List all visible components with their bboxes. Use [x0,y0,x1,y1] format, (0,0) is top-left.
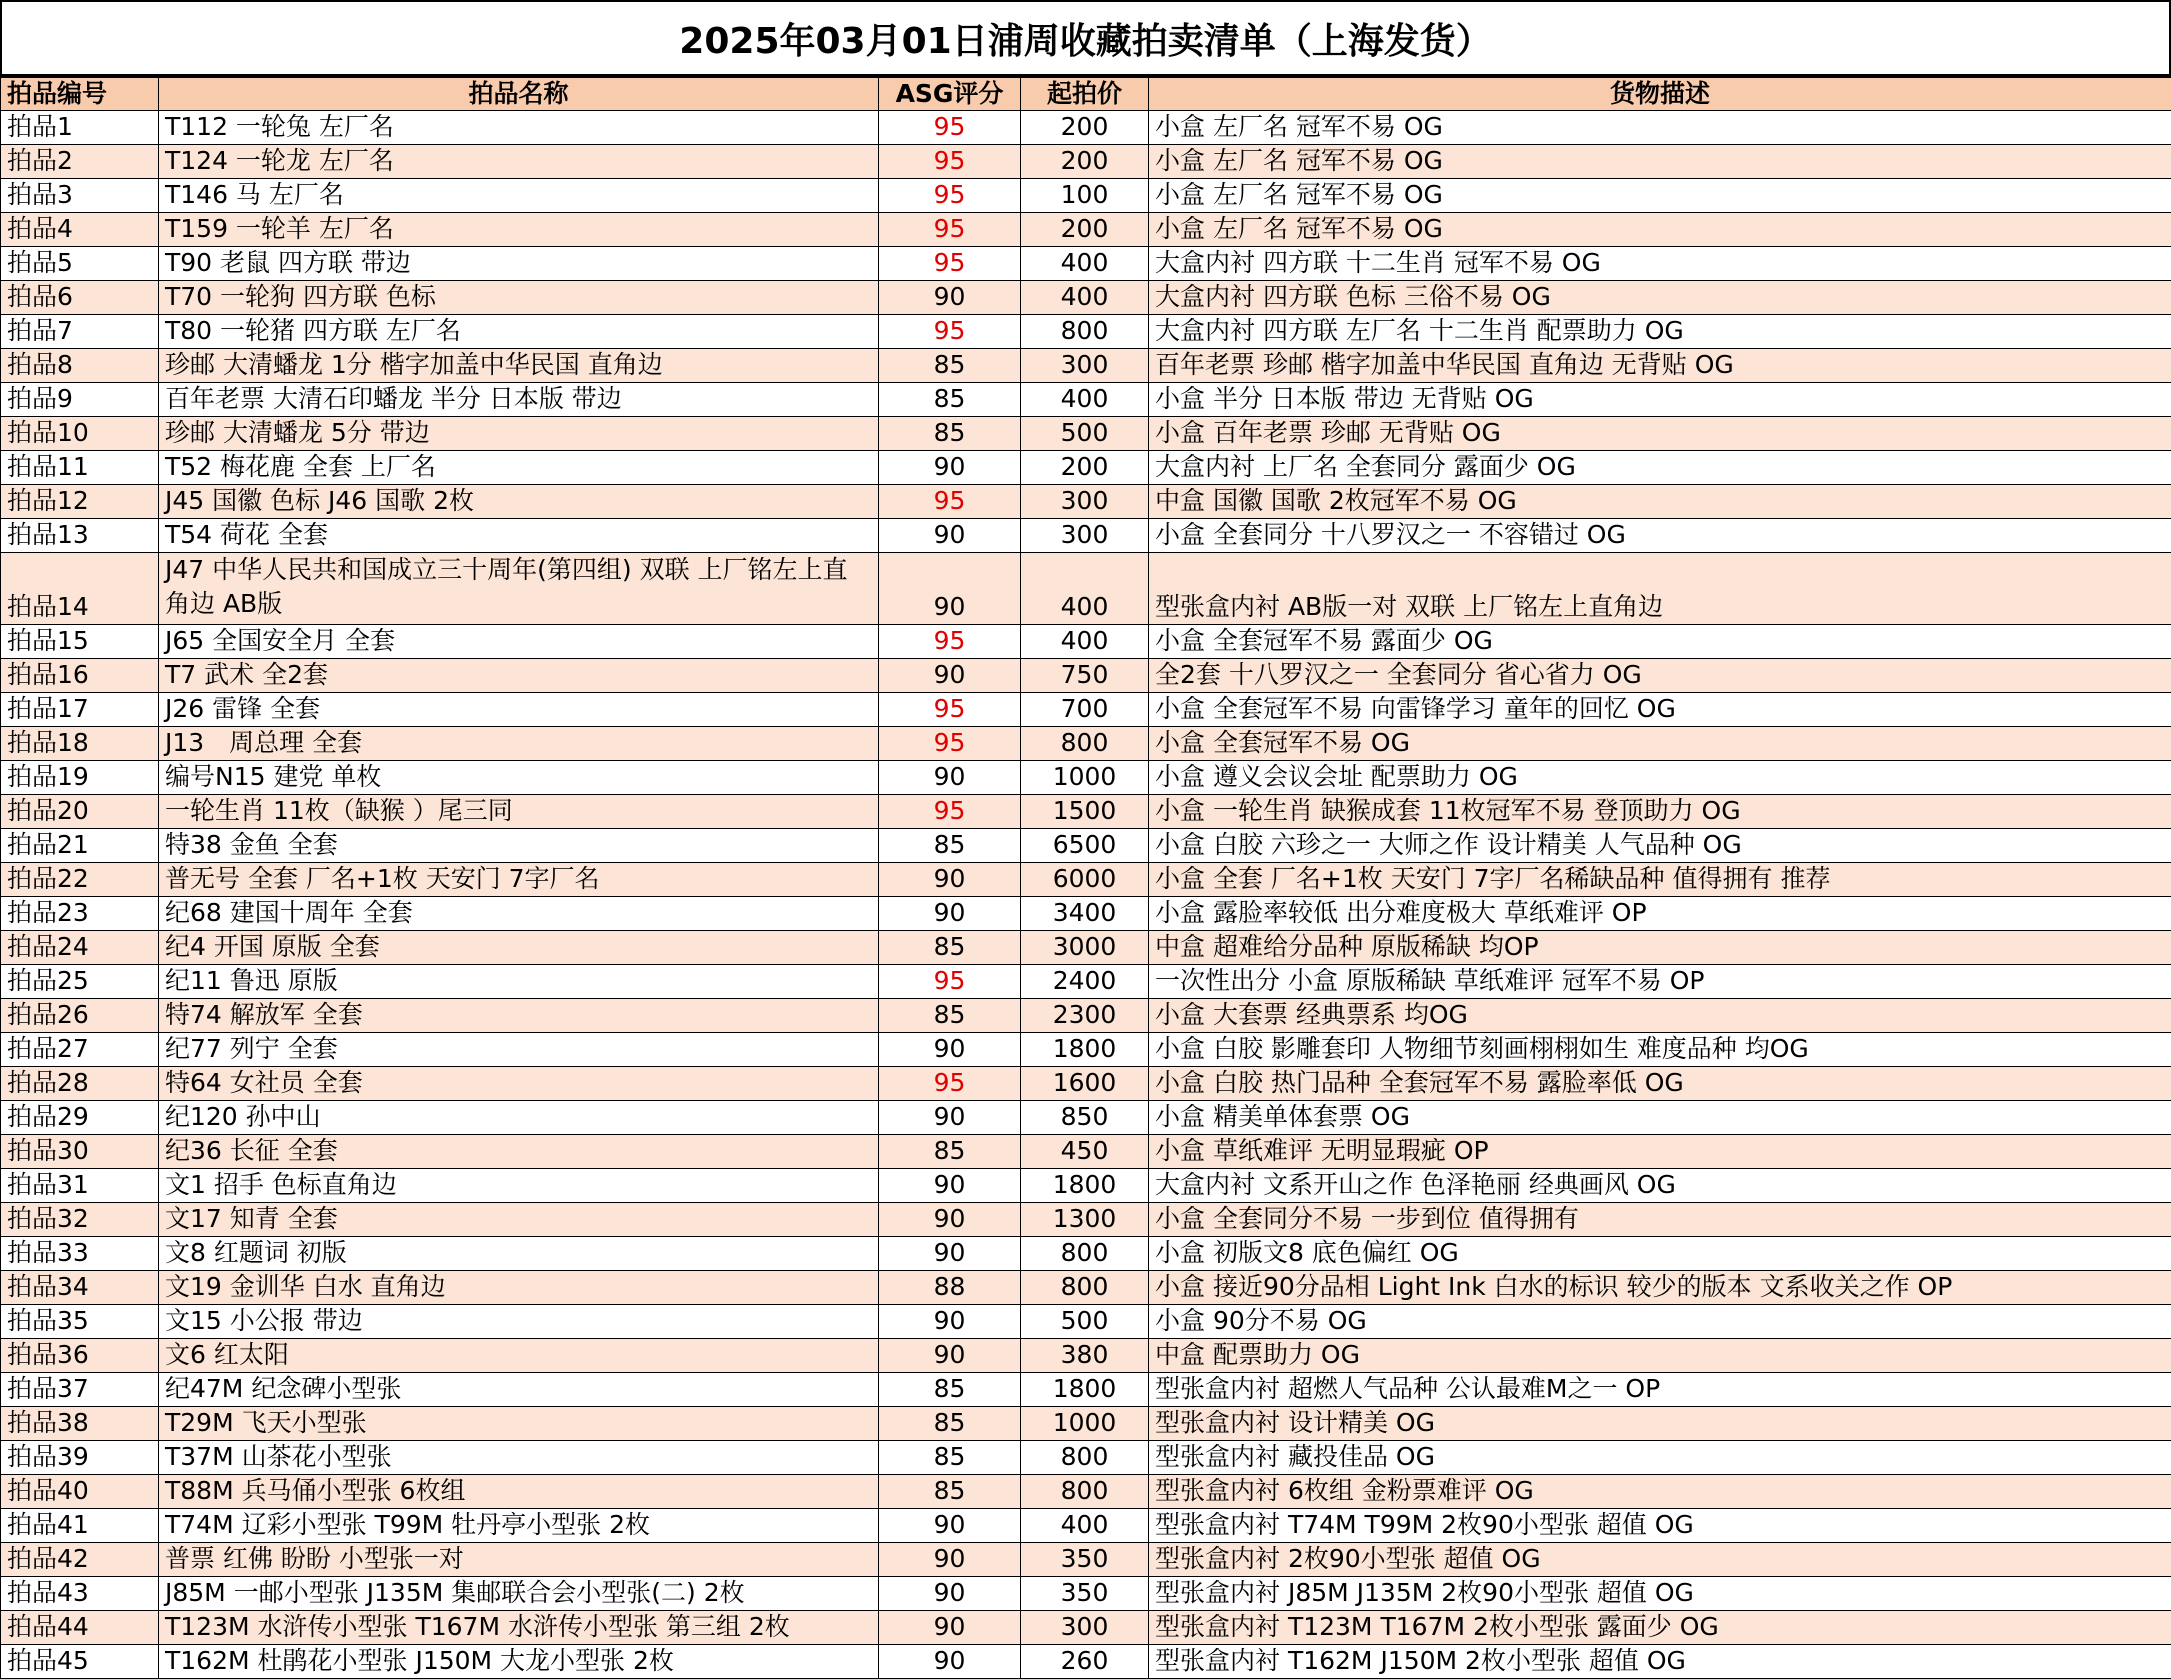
start-price-cell[interactable]: 500 [1021,416,1149,450]
description-cell[interactable]: 型张盒内衬 AB版一对 双联 上厂铭左上直角边 [1149,552,2171,624]
lot-id-cell[interactable]: 拍品40 [1,1474,159,1508]
asg-score-cell[interactable]: 90 [879,1202,1021,1236]
asg-score-cell[interactable]: 95 [879,212,1021,246]
asg-score-cell[interactable]: 85 [879,998,1021,1032]
lot-name-cell[interactable]: J85M 一邮小型张 J135M 集邮联合会小型张(二) 2枚 [159,1576,879,1610]
lot-name-cell[interactable]: 文19 金训华 白水 直角边 [159,1270,879,1304]
header-asg-score[interactable]: ASG评分 [879,77,1021,110]
table-row [1,518,2171,552]
lot-name-cell[interactable]: T80 一轮猪 四方联 左厂名 [159,314,879,348]
asg-score-cell[interactable]: 90 [879,1304,1021,1338]
lot-name-cell[interactable]: T54 荷花 全套 [159,518,879,552]
asg-score-cell[interactable]: 90 [879,450,1021,484]
start-price-cell[interactable]: 100 [1021,178,1149,212]
asg-score-cell[interactable]: 85 [879,1134,1021,1168]
lot-name-cell[interactable]: 纪4 开国 原版 全套 [159,930,879,964]
lot-id-cell[interactable]: 拍品9 [1,382,159,416]
asg-score-cell[interactable]: 90 [879,1576,1021,1610]
lot-name-cell[interactable]: 普票 红佛 盼盼 小型张一对 [159,1542,879,1576]
table-row [1,280,2171,314]
lot-id-cell[interactable]: 拍品19 [1,760,159,794]
description-cell[interactable]: 一次性出分 小盒 原版稀缺 草纸难评 冠军不易 OP [1149,964,2171,998]
description-cell[interactable]: 小盒 左厂名 冠军不易 OG [1149,212,2171,246]
start-price-cell[interactable]: 380 [1021,1338,1149,1372]
lot-id-cell[interactable]: 拍品4 [1,212,159,246]
lot-id-cell[interactable]: 拍品11 [1,450,159,484]
description-cell[interactable]: 小盒 精美单体套票 OG [1149,1100,2171,1134]
start-price-cell[interactable]: 1600 [1021,1066,1149,1100]
asg-score-cell[interactable]: 95 [879,964,1021,998]
start-price-cell[interactable]: 500 [1021,1304,1149,1338]
lot-id-cell[interactable]: 拍品37 [1,1372,159,1406]
lot-id-cell[interactable]: 拍品5 [1,246,159,280]
description-cell[interactable]: 型张盒内衬 超燃人气品种 公认最难M之一 OP [1149,1372,2171,1406]
start-price-cell[interactable]: 200 [1021,212,1149,246]
lot-name-cell[interactable]: T52 梅花鹿 全套 上厂名 [159,450,879,484]
auction-table [0,76,2171,1679]
asg-score-cell[interactable]: 85 [879,828,1021,862]
description-cell[interactable]: 小盒 露脸率较低 出分难度极大 草纸难评 OP [1149,896,2171,930]
lot-id-cell[interactable]: 拍品18 [1,726,159,760]
lot-id-cell[interactable]: 拍品16 [1,658,159,692]
description-cell[interactable]: 大盒内衬 文系开山之作 色泽艳丽 经典画风 OG [1149,1168,2171,1202]
start-price-cell[interactable]: 1000 [1021,1406,1149,1440]
start-price-cell[interactable]: 200 [1021,450,1149,484]
table-row [1,998,2171,1032]
lot-id-cell[interactable]: 拍品43 [1,1576,159,1610]
asg-score-cell[interactable]: 90 [879,1032,1021,1066]
lot-id-cell[interactable]: 拍品21 [1,828,159,862]
table-row [1,110,2171,144]
lot-name-cell[interactable]: 普无号 全套 厂名+1枚 天安门 7字厂名 [159,862,879,896]
lot-id-cell[interactable]: 拍品29 [1,1100,159,1134]
description-cell[interactable]: 小盒 90分不易 OG [1149,1304,2171,1338]
lot-id-cell[interactable]: 拍品15 [1,624,159,658]
table-row [1,964,2171,998]
asg-score-cell[interactable]: 95 [879,314,1021,348]
lot-name-cell[interactable]: J45 国徽 色标 J46 国歌 2枚 [159,484,879,518]
description-cell[interactable]: 小盒 草纸难评 无明显瑕疵 OP [1149,1134,2171,1168]
header-lot-id[interactable]: 拍品编号 [1,77,159,110]
lot-id-cell[interactable]: 拍品23 [1,896,159,930]
table-row [1,726,2171,760]
lot-id-cell[interactable]: 拍品30 [1,1134,159,1168]
lot-id-cell[interactable]: 拍品36 [1,1338,159,1372]
asg-score-cell[interactable]: 95 [879,246,1021,280]
start-price-cell[interactable]: 1000 [1021,760,1149,794]
asg-score-cell[interactable]: 95 [879,1066,1021,1100]
description-cell[interactable]: 小盒 全套 厂名+1枚 天安门 7字厂名稀缺品种 值得拥有 推荐 [1149,862,2171,896]
table-row [1,484,2171,518]
sheet-title: 2025年03月01日浦周收藏拍卖清单（上海发货） [0,0,2171,76]
table-row [1,794,2171,828]
table-row [1,450,2171,484]
asg-score-cell[interactable]: 90 [879,1236,1021,1270]
description-cell[interactable]: 小盒 左厂名 冠军不易 OG [1149,178,2171,212]
table-row [1,1270,2171,1304]
description-cell[interactable]: 大盒内衬 四方联 十二生肖 冠军不易 OG [1149,246,2171,280]
asg-score-cell[interactable]: 95 [879,110,1021,144]
asg-score-cell[interactable]: 90 [879,552,1021,624]
lot-id-cell[interactable]: 拍品12 [1,484,159,518]
lot-id-cell[interactable]: 拍品13 [1,518,159,552]
start-price-cell[interactable]: 800 [1021,1236,1149,1270]
lot-id-cell[interactable]: 拍品42 [1,1542,159,1576]
lot-id-cell[interactable]: 拍品41 [1,1508,159,1542]
lot-name-cell[interactable]: J47 中华人民共和国成立三十周年(第四组) 双联 上厂铭左上直角边 AB版 [159,552,879,624]
start-price-cell[interactable]: 350 [1021,1576,1149,1610]
table-row [1,246,2171,280]
description-cell[interactable]: 小盒 全套同分不易 一步到位 值得拥有 [1149,1202,2171,1236]
start-price-cell[interactable]: 800 [1021,1440,1149,1474]
asg-score-cell[interactable]: 90 [879,1610,1021,1644]
start-price-cell[interactable]: 300 [1021,1610,1149,1644]
description-cell[interactable]: 大盒内衬 上厂名 全套同分 露面少 OG [1149,450,2171,484]
description-cell[interactable]: 型张盒内衬 T123M T167M 2枚小型张 露面少 OG [1149,1610,2171,1644]
table-row [1,1134,2171,1168]
lot-name-cell[interactable]: 文6 红太阳 [159,1338,879,1372]
asg-score-cell[interactable]: 95 [879,144,1021,178]
table-row [1,1304,2171,1338]
table-row [1,896,2171,930]
lot-id-cell[interactable]: 拍品35 [1,1304,159,1338]
lot-name-cell[interactable]: T7 武术 全2套 [159,658,879,692]
table-row [1,624,2171,658]
description-cell[interactable]: 小盒 白胶 影雕套印 人物细节刻画栩栩如生 难度品种 均OG [1149,1032,2171,1066]
description-cell[interactable]: 全2套 十八罗汉之一 全套同分 省心省力 OG [1149,658,2171,692]
lot-name-cell[interactable]: 纪68 建国十周年 全套 [159,896,879,930]
lot-name-cell[interactable]: T159 一轮羊 左厂名 [159,212,879,246]
description-cell[interactable]: 大盒内衬 四方联 左厂名 十二生肖 配票助力 OG [1149,314,2171,348]
description-cell[interactable]: 小盒 全套冠军不易 露面少 OG [1149,624,2171,658]
lot-id-cell[interactable]: 拍品17 [1,692,159,726]
lot-name-cell[interactable]: 纪120 孙中山 [159,1100,879,1134]
lot-name-cell[interactable]: T88M 兵马俑小型张 6枚组 [159,1474,879,1508]
start-price-cell[interactable]: 200 [1021,144,1149,178]
start-price-cell[interactable]: 400 [1021,382,1149,416]
description-cell[interactable]: 小盒 接近90分品相 Light Ink 白水的标识 较少的版本 文系收关之作 OP [1149,1270,2171,1304]
start-price-cell[interactable]: 3000 [1021,930,1149,964]
lot-id-cell[interactable]: 拍品32 [1,1202,159,1236]
start-price-cell[interactable]: 300 [1021,518,1149,552]
lot-name-cell[interactable]: 特38 金鱼 全套 [159,828,879,862]
lot-name-cell[interactable]: T124 一轮龙 左厂名 [159,144,879,178]
lot-name-cell[interactable]: 纪77 列宁 全套 [159,1032,879,1066]
table-row [1,1474,2171,1508]
lot-id-cell[interactable]: 拍品8 [1,348,159,382]
lot-name-cell[interactable]: J65 全国安全月 全套 [159,624,879,658]
description-cell[interactable]: 中盒 配票助力 OG [1149,1338,2171,1372]
start-price-cell[interactable]: 450 [1021,1134,1149,1168]
start-price-cell[interactable]: 2400 [1021,964,1149,998]
asg-score-cell[interactable]: 95 [879,624,1021,658]
table-row [1,416,2171,450]
description-cell[interactable]: 小盒 初版文8 底色偏红 OG [1149,1236,2171,1270]
table-row [1,1576,2171,1610]
start-price-cell[interactable]: 400 [1021,1508,1149,1542]
table-row [1,382,2171,416]
lot-name-cell[interactable]: 文15 小公报 带边 [159,1304,879,1338]
asg-score-cell[interactable]: 85 [879,1440,1021,1474]
lot-id-cell[interactable]: 拍品7 [1,314,159,348]
description-cell[interactable]: 小盒 白胶 六珍之一 大师之作 设计精美 人气品种 OG [1149,828,2171,862]
table-row [1,1338,2171,1372]
table-row [1,862,2171,896]
lot-name-cell[interactable]: 特64 女社员 全套 [159,1066,879,1100]
lot-id-cell[interactable]: 拍品34 [1,1270,159,1304]
description-cell[interactable]: 型张盒内衬 J85M J135M 2枚90小型张 超值 OG [1149,1576,2171,1610]
lot-name-cell[interactable]: J13 周总理 全套 [159,726,879,760]
table-row [1,314,2171,348]
start-price-cell[interactable]: 260 [1021,1644,1149,1678]
table-body [1,110,2171,1678]
table-row [1,1372,2171,1406]
lot-id-cell[interactable]: 拍品39 [1,1440,159,1474]
table-row [1,1508,2171,1542]
start-price-cell[interactable]: 300 [1021,348,1149,382]
lot-id-cell[interactable]: 拍品20 [1,794,159,828]
description-cell[interactable]: 小盒 遵义会议会址 配票助力 OG [1149,760,2171,794]
asg-score-cell[interactable]: 85 [879,348,1021,382]
asg-score-cell[interactable]: 90 [879,1100,1021,1134]
start-price-cell[interactable]: 400 [1021,552,1149,624]
start-price-cell[interactable]: 850 [1021,1100,1149,1134]
lot-id-cell[interactable]: 拍品6 [1,280,159,314]
asg-score-cell[interactable]: 95 [879,178,1021,212]
start-price-cell[interactable]: 1800 [1021,1372,1149,1406]
asg-score-cell[interactable]: 90 [879,518,1021,552]
lot-name-cell[interactable]: T146 马 左厂名 [159,178,879,212]
lot-name-cell[interactable]: 特74 解放军 全套 [159,998,879,1032]
start-price-cell[interactable]: 700 [1021,692,1149,726]
description-cell[interactable]: 小盒 一轮生肖 缺猴成套 11枚冠军不易 登顶助力 OG [1149,794,2171,828]
lot-id-cell[interactable]: 拍品28 [1,1066,159,1100]
start-price-cell[interactable]: 1500 [1021,794,1149,828]
lot-name-cell[interactable]: 纪47M 纪念碑小型张 [159,1372,879,1406]
asg-score-cell[interactable]: 95 [879,794,1021,828]
table-row [1,212,2171,246]
description-cell[interactable]: 百年老票 珍邮 楷字加盖中华民国 直角边 无背贴 OG [1149,348,2171,382]
description-cell[interactable]: 型张盒内衬 设计精美 OG [1149,1406,2171,1440]
lot-name-cell[interactable]: J26 雷锋 全套 [159,692,879,726]
header-lot-name[interactable]: 拍品名称 [159,77,879,110]
start-price-cell[interactable]: 750 [1021,658,1149,692]
description-cell[interactable]: 中盒 超难给分品种 原版稀缺 均OP [1149,930,2171,964]
table-row [1,1236,2171,1270]
table-row [1,178,2171,212]
lot-name-cell[interactable]: T29M 飞天小型张 [159,1406,879,1440]
start-price-cell[interactable]: 800 [1021,1270,1149,1304]
asg-score-cell[interactable]: 85 [879,382,1021,416]
asg-score-cell[interactable]: 90 [879,658,1021,692]
table-row [1,1168,2171,1202]
asg-score-cell[interactable]: 90 [879,862,1021,896]
lot-name-cell[interactable]: T70 一轮狗 四方联 色标 [159,280,879,314]
description-cell[interactable]: 中盒 国徽 国歌 2枚冠军不易 OG [1149,484,2171,518]
asg-score-cell[interactable]: 85 [879,930,1021,964]
lot-name-cell[interactable]: 文8 红题词 初版 [159,1236,879,1270]
lot-id-cell[interactable]: 拍品31 [1,1168,159,1202]
description-cell[interactable]: 小盒 大套票 经典票系 均OG [1149,998,2171,1032]
lot-name-cell[interactable]: 纪36 长征 全套 [159,1134,879,1168]
table-row [1,692,2171,726]
lot-id-cell[interactable]: 拍品44 [1,1610,159,1644]
description-cell[interactable]: 小盒 左厂名 冠军不易 OG [1149,144,2171,178]
table-row [1,1440,2171,1474]
lot-name-cell[interactable]: T162M 杜鹃花小型张 J150M 大龙小型张 2枚 [159,1644,879,1678]
lot-id-cell[interactable]: 拍品22 [1,862,159,896]
asg-score-cell[interactable]: 95 [879,692,1021,726]
lot-id-cell[interactable]: 拍品26 [1,998,159,1032]
start-price-cell[interactable]: 800 [1021,1474,1149,1508]
description-cell[interactable]: 型张盒内衬 6枚组 金粉票难评 OG [1149,1474,2171,1508]
lot-id-cell[interactable]: 拍品2 [1,144,159,178]
start-price-cell[interactable]: 350 [1021,1542,1149,1576]
lot-id-cell[interactable]: 拍品38 [1,1406,159,1440]
lot-id-cell[interactable]: 拍品3 [1,178,159,212]
description-cell[interactable]: 型张盒内衬 T74M T99M 2枚90小型张 超值 OG [1149,1508,2171,1542]
table-row [1,1644,2171,1678]
start-price-cell[interactable]: 2300 [1021,998,1149,1032]
start-price-cell[interactable]: 400 [1021,624,1149,658]
start-price-cell[interactable]: 1300 [1021,1202,1149,1236]
description-cell[interactable]: 小盒 全套冠军不易 OG [1149,726,2171,760]
description-cell[interactable]: 型张盒内衬 藏投佳品 OG [1149,1440,2171,1474]
start-price-cell[interactable]: 6000 [1021,862,1149,896]
description-cell[interactable]: 型张盒内衬 T162M J150M 2枚小型张 超值 OG [1149,1644,2171,1678]
description-cell[interactable]: 小盒 全套冠军不易 向雷锋学习 童年的回忆 OG [1149,692,2171,726]
lot-name-cell[interactable]: T74M 辽彩小型张 T99M 牡丹亭小型张 2枚 [159,1508,879,1542]
lot-name-cell[interactable]: 编号N15 建党 单枚 [159,760,879,794]
lot-name-cell[interactable]: 纪11 鲁迅 原版 [159,964,879,998]
start-price-cell[interactable]: 300 [1021,484,1149,518]
description-cell[interactable]: 大盒内衬 四方联 色标 三俗不易 OG [1149,280,2171,314]
start-price-cell[interactable]: 400 [1021,280,1149,314]
start-price-cell[interactable]: 1800 [1021,1032,1149,1066]
asg-score-cell[interactable]: 85 [879,416,1021,450]
table-row [1,1542,2171,1576]
start-price-cell[interactable]: 3400 [1021,896,1149,930]
lot-name-cell[interactable]: T37M 山茶花小型张 [159,1440,879,1474]
table-row [1,658,2171,692]
description-cell[interactable]: 小盒 百年老票 珍邮 无背贴 OG [1149,416,2171,450]
description-cell[interactable]: 小盒 半分 日本版 带边 无背贴 OG [1149,382,2171,416]
lot-id-cell[interactable]: 拍品10 [1,416,159,450]
lot-name-cell[interactable]: 文17 知青 全套 [159,1202,879,1236]
description-cell[interactable]: 小盒 左厂名 冠军不易 OG [1149,110,2171,144]
lot-id-cell[interactable]: 拍品1 [1,110,159,144]
lot-name-cell[interactable]: 珍邮 大清蟠龙 1分 楷字加盖中华民国 直角边 [159,348,879,382]
table-row [1,1406,2171,1440]
table-row [1,1066,2171,1100]
asg-score-cell[interactable]: 90 [879,1542,1021,1576]
table-row [1,144,2171,178]
lot-name-cell[interactable]: 文1 招手 色标直角边 [159,1168,879,1202]
start-price-cell[interactable]: 6500 [1021,828,1149,862]
lot-id-cell[interactable]: 拍品27 [1,1032,159,1066]
start-price-cell[interactable]: 800 [1021,314,1149,348]
description-cell[interactable]: 小盒 全套同分 十八罗汉之一 不容错过 OG [1149,518,2171,552]
description-cell[interactable]: 型张盒内衬 2枚90小型张 超值 OG [1149,1542,2171,1576]
table-row [1,348,2171,382]
asg-score-cell[interactable]: 85 [879,1406,1021,1440]
asg-score-cell[interactable]: 90 [879,1168,1021,1202]
table-row [1,760,2171,794]
asg-score-cell[interactable]: 90 [879,280,1021,314]
description-cell[interactable]: 小盒 白胶 热门品种 全套冠军不易 露脸率低 OG [1149,1066,2171,1100]
header-description[interactable]: 货物描述 [1149,77,2171,110]
lot-name-cell[interactable]: 一轮生肖 11枚（缺猴 ）尾三同 [159,794,879,828]
asg-score-cell[interactable]: 90 [879,760,1021,794]
asg-score-cell[interactable]: 88 [879,1270,1021,1304]
table-row [1,1202,2171,1236]
start-price-cell[interactable]: 800 [1021,726,1149,760]
lot-name-cell[interactable]: T112 一轮兔 左厂名 [159,110,879,144]
asg-score-cell[interactable]: 90 [879,896,1021,930]
start-price-cell[interactable]: 400 [1021,246,1149,280]
lot-name-cell[interactable]: T123M 水浒传小型张 T167M 水浒传小型张 第三组 2枚 [159,1610,879,1644]
start-price-cell[interactable]: 1800 [1021,1168,1149,1202]
asg-score-cell[interactable]: 90 [879,1338,1021,1372]
table-row [1,1032,2171,1066]
table-row [1,1100,2171,1134]
asg-score-cell[interactable]: 85 [879,1372,1021,1406]
asg-score-cell[interactable]: 90 [879,1508,1021,1542]
table-row [1,552,2171,624]
lot-name-cell[interactable]: 百年老票 大清石印蟠龙 半分 日本版 带边 [159,382,879,416]
asg-score-cell[interactable]: 85 [879,1474,1021,1508]
table-row [1,930,2171,964]
header-row [1,77,2171,110]
asg-score-cell[interactable]: 95 [879,484,1021,518]
lot-id-cell[interactable]: 拍品14 [1,552,159,624]
asg-score-cell[interactable]: 95 [879,726,1021,760]
header-start-price[interactable]: 起拍价 [1021,77,1149,110]
asg-score-cell[interactable]: 90 [879,1644,1021,1678]
lot-id-cell[interactable]: 拍品24 [1,930,159,964]
start-price-cell[interactable]: 200 [1021,110,1149,144]
lot-id-cell[interactable]: 拍品45 [1,1644,159,1678]
table-row [1,1610,2171,1644]
lot-name-cell[interactable]: T90 老鼠 四方联 带边 [159,246,879,280]
lot-id-cell[interactable]: 拍品33 [1,1236,159,1270]
lot-name-cell[interactable]: 珍邮 大清蟠龙 5分 带边 [159,416,879,450]
table-row [1,828,2171,862]
lot-id-cell[interactable]: 拍品25 [1,964,159,998]
